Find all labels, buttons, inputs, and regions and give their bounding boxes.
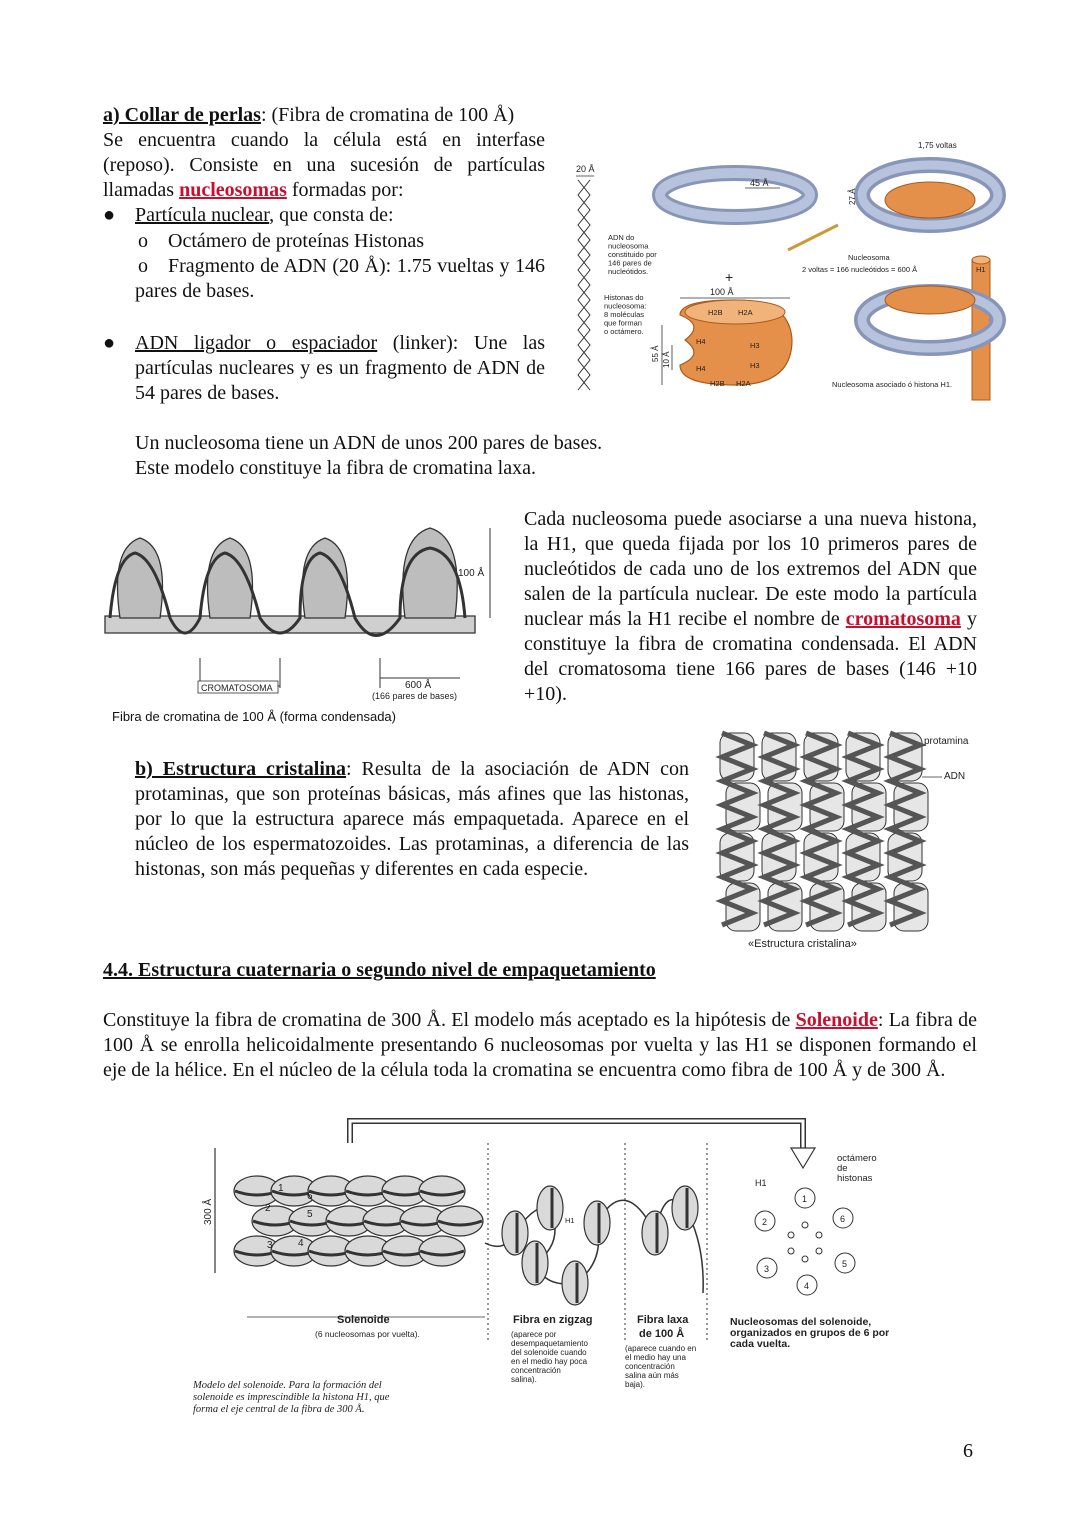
section-a-intro-2: formadas por: xyxy=(286,179,404,201)
bullet-2-rest: (linker): Une las partículas nucleares y es un fragmento de ADN de 54 pares de bases. xyxy=(135,332,545,404)
label-fibra-laxa-b: de 100 Å xyxy=(639,1328,685,1340)
section-b-text: : Resulta de la asociación de ADN con protaminas, que son proteínas básicas, más afines que las histonas, por lo que la estructura aparece más empaquetada. Aparece en el núcleo de los espermatozoides. Las protaminas, a diferencia de las histonas, son más pequeñas y diferentes en cada especie. xyxy=(135,758,690,880)
label-h2b-b: H2B xyxy=(710,379,725,388)
chromatin-fiber-diagram xyxy=(100,518,510,728)
histone-octamer-core xyxy=(680,287,792,388)
page-number: 6 xyxy=(963,1440,973,1462)
label-h1-group: H1 xyxy=(755,1178,767,1188)
label-solenoide-sub: (6 nucleosomas por vuelta). xyxy=(315,1329,420,1339)
solenoid-nucleosome xyxy=(419,1176,465,1206)
para-fibra-laxa: Este modelo constituye la fibra de cromatina laxa. xyxy=(135,457,536,479)
solenoid-diagram xyxy=(185,1113,905,1433)
section-b-block xyxy=(135,757,689,882)
label-zigzag: Fibra en zigzag xyxy=(513,1314,593,1326)
bullet-1-label: Partícula nuclear xyxy=(135,204,270,226)
label-plus: + xyxy=(725,269,734,285)
label-100a-fiber: 100 Å xyxy=(458,568,485,579)
section-a-title-line xyxy=(103,103,545,128)
label-h1-zig: H1 xyxy=(565,1216,575,1225)
sub-item-2-text: Fragmento de ADN (20 Å): 1.75 vueltas y 146 pares de bases. xyxy=(135,255,545,302)
nucleosomas-keyword: nucleosomas xyxy=(179,179,287,201)
label-100a: 100 Å xyxy=(710,287,734,297)
grp-num-2: 2 xyxy=(762,1217,768,1227)
protamine-dna-lattice xyxy=(720,733,928,931)
label-166-pb: (166 pares de bases) xyxy=(372,691,458,701)
nucleosome-h1-assoc xyxy=(862,256,998,400)
zigzag-nucleosome xyxy=(522,1241,548,1285)
label-fibra-laxa: Fibra laxa xyxy=(637,1314,689,1326)
sol-num-4: 4 xyxy=(298,1238,304,1249)
cromatosoma-keyword: cromatosoma xyxy=(845,608,961,630)
sub-bullet-icon: o xyxy=(138,255,148,277)
section-a-intro xyxy=(103,128,545,203)
label-adn-nucleosoma: ADN do nucleosoma constituido por 146 pares de nucleótidos. xyxy=(608,233,657,276)
bullet-1-rest: , que consta de: xyxy=(269,204,394,226)
label-protamina: protamina xyxy=(924,736,969,747)
solenoide-keyword: Solenoide xyxy=(795,1009,878,1031)
section-a-block xyxy=(103,103,545,203)
label-600a: 600 Å xyxy=(405,680,432,691)
label-h1: H1 xyxy=(976,265,986,274)
sol-num-2: 2 xyxy=(265,1203,271,1214)
section-44-text-1: Constituye la fibra de cromatina de 300 Å. El modelo más aceptado es la hipótesis de xyxy=(103,1009,796,1031)
dna-coil-top xyxy=(660,173,810,217)
bullet-dot-icon: ● xyxy=(103,204,116,226)
label-175-voltas: 1,75 voltas xyxy=(918,141,957,150)
solenoid-fiber xyxy=(234,1176,483,1266)
sol-num-3: 3 xyxy=(267,1240,273,1251)
zigzag-nucleosome xyxy=(537,1186,563,1230)
label-10a: 10 Å xyxy=(662,351,671,368)
label-h3-a: H3 xyxy=(750,341,760,350)
label-300a: 300 Å xyxy=(203,1198,214,1225)
label-55a: 55 Å xyxy=(651,345,660,362)
cromatosoma-paragraph xyxy=(524,507,977,707)
sub-item-2 xyxy=(135,254,545,304)
zigzag-fiber xyxy=(485,1186,703,1305)
zigzag-nucleosome xyxy=(672,1186,698,1230)
label-solenoide: Solenoide xyxy=(337,1314,390,1326)
label-grupos: Nucleosomas del solenoide, organizados en grupos de 6 por cada vuelta. xyxy=(730,1316,890,1350)
section-a-paragraph xyxy=(135,431,695,481)
label-h2a: H2A xyxy=(738,308,753,317)
label-octamero: octámero de histonas xyxy=(837,1153,877,1184)
grp-num-5: 5 xyxy=(842,1259,848,1269)
grp-num-4: 4 xyxy=(804,1281,810,1291)
sub-item-1-text: Octámero de proteínas Histonas xyxy=(168,230,425,252)
crystal-structure-diagram xyxy=(712,725,982,957)
bullet-dot-icon: ● xyxy=(103,332,116,354)
label-nucleosoma: Nucleosoma xyxy=(848,253,890,262)
zigzag-nucleosome xyxy=(584,1201,610,1245)
label-h3-b: H3 xyxy=(750,361,760,370)
dna-double-helix-icon xyxy=(578,180,590,390)
sub-bullet-icon: o xyxy=(138,230,148,252)
section-a-title: a) Collar de perlas xyxy=(103,104,261,126)
section-44-paragraph xyxy=(103,1008,977,1083)
label-20a: 20 Å xyxy=(576,164,595,174)
label-h4-a: H4 xyxy=(696,337,706,346)
nucleosome-group-6 xyxy=(755,1188,855,1295)
fiber-caption: Fibra de cromatina de 100 Å (forma condensada) xyxy=(112,709,396,724)
label-cromatosoma: CROMATOSOMA xyxy=(201,683,273,693)
bullet-2-label: ADN ligador o espaciador xyxy=(135,332,378,354)
sub-item-1 xyxy=(138,229,548,254)
grp-num-6: 6 xyxy=(840,1214,846,1224)
section-b-title: b) Estructura cristalina xyxy=(135,758,347,780)
grp-num-1: 1 xyxy=(802,1194,808,1204)
section-44-heading: 4.4. Estructura cuaternaria o segundo nivel de empaquetamiento xyxy=(103,959,656,981)
solenoid-nucleosome xyxy=(437,1206,483,1236)
section-44-text-2: : La fibra de 100 Å se enrolla helicoidalmente presentando 6 nucleosomas por vuelta y las H1 se disponen formando el eje de la hélice. En el núcleo de la célula toda la cromatina se encuentra como fibra de 100 Å y de 300 Å. xyxy=(103,1009,977,1081)
label-h4-b: H4 xyxy=(696,364,706,373)
zigzag-nucleosome xyxy=(562,1261,588,1305)
label-adn-crystal: ADN xyxy=(944,771,966,782)
solenoid-caption: Modelo del solenoide. Para la formación del solenoide es imprescindible la histona H1, que forma el eje central de la fibra de 300 Å. xyxy=(193,1380,390,1415)
section-a-intro-1: Se encuentra cuando la célula está en interfase (reposo). Consiste en una sucesión de partículas llamadas xyxy=(103,129,545,201)
grp-num-3: 3 xyxy=(764,1264,770,1274)
label-h2b: H2B xyxy=(708,308,723,317)
zigzag-nucleosome xyxy=(502,1211,528,1255)
solenoid-nucleosome xyxy=(419,1236,465,1266)
nucleosome-coil-right-top xyxy=(862,165,998,225)
section-a-title-rest: : (Fibra de cromatina de 100 Å) xyxy=(260,104,515,126)
cromatosoma-text-1: Cada nucleosoma puede asociarse a una nueva histona, la H1, que queda fijada por los 10 primeros pares de nucleótidos de cada uno de los extremos del ADN que salen de la partícula nuclear. De este modo la partícula nuclear más la H1 recibe el nombre de xyxy=(524,508,977,630)
para-200-pb: Un nucleosoma tiene un ADN de unos 200 pares de bases. xyxy=(135,432,603,454)
bullet-2 xyxy=(103,331,545,406)
crystal-caption: «Estructura cristalina» xyxy=(748,938,857,950)
label-asociado: Nucleosoma asociado ó histona H1. xyxy=(832,380,953,389)
sol-num-6: 6 xyxy=(307,1191,313,1202)
label-zigzag-sub: (aparece por desempaquetamiento del solenoide cuando en el medio hay poca concentración salina). xyxy=(511,1330,588,1384)
nucleosome-diagram xyxy=(570,140,1020,410)
zigzag-nucleosome xyxy=(642,1211,668,1255)
label-histonas: Histonas do nucleosoma: 8 moléculas que forman o octámero. xyxy=(604,293,647,336)
label-27a: 27 Å xyxy=(848,188,857,205)
label-fibra-laxa-sub: (aparece cuando en el medio hay una concentración salina aún más baja). xyxy=(625,1344,697,1389)
label-2-voltas: 2 voltas = 166 nucleótidos = 600 Å xyxy=(802,265,918,274)
cromatosoma-text-2: y constituye la fibra de cromatina condensada. El ADN del cromatosoma tiene 166 pares de bases (146 +10 +10). xyxy=(524,608,977,705)
bullet-1 xyxy=(103,203,545,228)
label-45a: 45 Å xyxy=(750,178,769,188)
sol-num-5: 5 xyxy=(307,1209,313,1220)
label-h2a-b: H2A xyxy=(736,379,751,388)
chromatosome-row xyxy=(105,528,475,633)
sol-num-1: 1 xyxy=(278,1183,284,1194)
